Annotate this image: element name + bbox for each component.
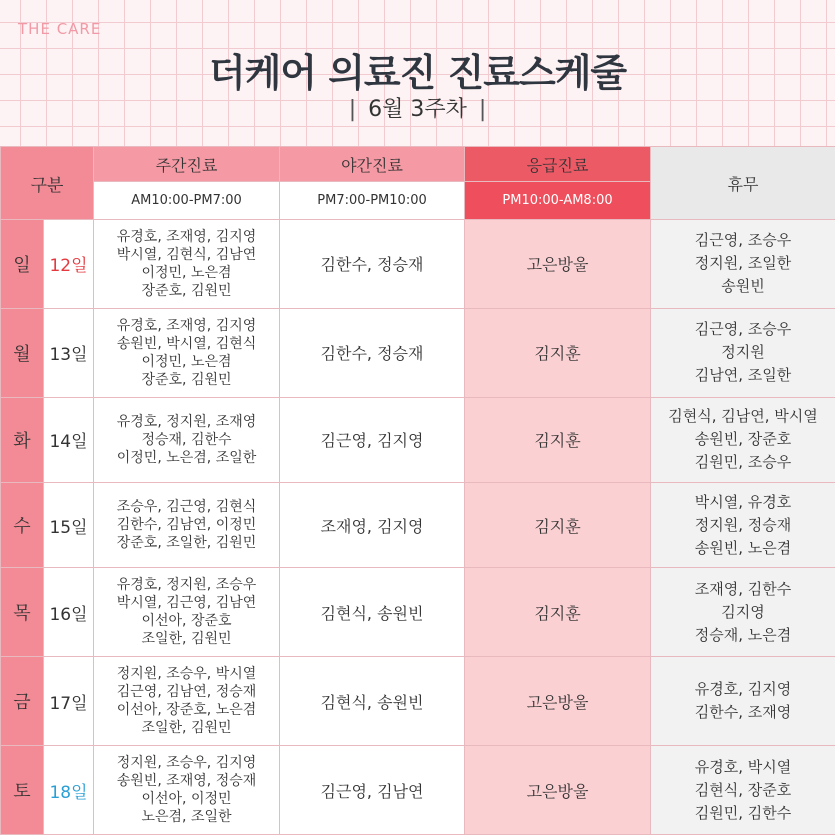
weekday-cell: 목: [1, 568, 44, 657]
day-shift-line: 조승우, 김근영, 김현식: [116, 499, 257, 516]
day-shift-line: 정지원, 조승우, 박시열: [116, 666, 257, 683]
night-shift-cell: 김한수, 정승재: [280, 220, 465, 309]
weekday-cell: 토: [1, 746, 44, 835]
off-cell: [651, 397, 835, 482]
day-shift-line: 김한수, 김남연, 이정민: [116, 517, 257, 534]
day-shift-line: 이선아, 장준호: [141, 613, 232, 630]
day-shift-line: 정지원, 조승우, 김지영: [116, 755, 257, 772]
day-shift-line: 유경호, 조재영, 김지영: [116, 317, 257, 334]
emergency-cell: 김지훈: [465, 397, 651, 482]
day-shift-line: 유경호, 조재영, 김지영: [116, 228, 257, 245]
off-line: 김원민, 김한수: [694, 803, 792, 822]
header-off: 휴무: [651, 147, 835, 220]
schedule-rows: [1, 220, 835, 835]
off-cell: [651, 746, 835, 835]
emergency-cell: 고은방울: [465, 657, 651, 746]
day-shift-line: 장준호, 김원민: [141, 282, 232, 299]
date-cell: 18일: [44, 746, 94, 835]
emergency-cell: 김지훈: [465, 483, 651, 568]
day-shift-line: 송원빈, 박시열, 김현식: [116, 335, 257, 352]
off-line: 송원빈: [721, 277, 765, 296]
weekday-cell: 월: [1, 308, 44, 397]
weekday-cell: 수: [1, 483, 44, 568]
weekday-cell: 금: [1, 657, 44, 746]
schedule-row: [1, 746, 835, 835]
day-shift-cell: [94, 568, 280, 657]
date-cell: 12일: [44, 220, 94, 309]
emergency-cell: 고은방울: [465, 746, 651, 835]
off-line: 조재영, 김한수: [694, 579, 792, 598]
day-shift-cell: [94, 397, 280, 482]
day-shift-line: 이정민, 노은겸: [141, 264, 232, 281]
date-cell: 14일: [44, 397, 94, 482]
day-shift-line: 박시열, 김근영, 김남연: [116, 595, 257, 612]
header-day-time: AM10:00-PM7:00: [94, 182, 280, 220]
night-shift-cell: 김현식, 송원빈: [280, 657, 465, 746]
off-line: 유경호, 김지영: [694, 680, 792, 699]
weekday-cell: 화: [1, 397, 44, 482]
week-label: | 6월 3주차 |: [348, 97, 487, 122]
day-shift-cell: [94, 308, 280, 397]
schedule-table: [0, 146, 835, 835]
header-emergency-time: PM10:00-AM8:00: [465, 182, 651, 220]
off-line: 정지원, 정승재: [694, 515, 792, 534]
brand-logo-text: THE CARE: [18, 20, 102, 38]
off-line: 유경호, 박시열: [694, 757, 792, 776]
night-shift-cell: 김한수, 정승재: [280, 308, 465, 397]
date-cell: 15일: [44, 483, 94, 568]
day-shift-line: 장준호, 김원민: [141, 371, 232, 388]
day-shift-line: 유경호, 정지원, 조승우: [116, 577, 257, 594]
night-shift-cell: 김근영, 김남연: [280, 746, 465, 835]
date-cell: 17일: [44, 657, 94, 746]
day-shift-line: 이선아, 장준호, 노은겸: [116, 702, 257, 719]
header-day-shift: 주간진료: [94, 147, 280, 182]
off-cell: [651, 657, 835, 746]
off-cell: [651, 483, 835, 568]
off-line: 김한수, 조재영: [694, 703, 792, 722]
schedule-row: [1, 397, 835, 482]
off-cell: [651, 308, 835, 397]
off-line: 정승재, 노은겸: [694, 625, 792, 644]
schedule-row: [1, 657, 835, 746]
day-shift-cell: [94, 483, 280, 568]
off-line: 정지원: [721, 343, 765, 362]
day-shift-cell: [94, 746, 280, 835]
date-cell: 16일: [44, 568, 94, 657]
header-gubun: 구분: [1, 147, 94, 220]
off-line: 송원빈, 장준호: [694, 430, 792, 449]
day-shift-line: 송원빈, 조재영, 정승재: [116, 773, 257, 790]
day-shift-line: 노은겸, 조일한: [141, 809, 232, 826]
off-line: 정지원, 조일한: [694, 254, 792, 273]
weekday-cell: 일: [1, 220, 44, 309]
page-title: 더케어 의료진 진료스케줄: [208, 51, 627, 95]
week-text: 6월 3주차: [368, 97, 467, 122]
schedule-row: [1, 483, 835, 568]
off-line: 박시열, 유경호: [694, 492, 792, 511]
day-shift-line: 이정민, 노은겸: [141, 353, 232, 370]
day-shift-cell: [94, 220, 280, 309]
night-shift-cell: 김현식, 송원빈: [280, 568, 465, 657]
off-line: 송원빈, 노은겸: [694, 538, 792, 557]
off-line: 김남연, 조일한: [694, 366, 792, 385]
day-shift-line: 이정민, 노은겸, 조일한: [116, 449, 257, 466]
header-emergency: 응급진료: [465, 147, 651, 182]
schedule-row: [1, 568, 835, 657]
emergency-cell: 고은방울: [465, 220, 651, 309]
day-shift-line: 조일한, 김원민: [141, 720, 232, 737]
off-line: 김근영, 조승우: [694, 231, 792, 250]
off-cell: [651, 220, 835, 309]
day-shift-line: 박시열, 김현식, 김남연: [116, 246, 257, 263]
day-shift-line: 김근영, 김남연, 정승재: [116, 684, 257, 701]
night-shift-cell: 김근영, 김지영: [280, 397, 465, 482]
off-cell: [651, 568, 835, 657]
schedule-row: [1, 308, 835, 397]
day-shift-cell: [94, 657, 280, 746]
date-cell: 13일: [44, 308, 94, 397]
day-shift-line: 정승재, 김한수: [141, 431, 232, 448]
emergency-cell: 김지훈: [465, 308, 651, 397]
header-night-shift: 야간진료: [280, 147, 465, 182]
day-shift-line: 장준호, 조일한, 김원민: [116, 535, 257, 552]
day-shift-line: 이선아, 이정민: [141, 791, 232, 808]
day-shift-line: 유경호, 정지원, 조재영: [116, 413, 257, 430]
off-line: 김현식, 김남연, 박시열: [668, 407, 818, 426]
off-line: 김근영, 조승우: [694, 320, 792, 339]
night-shift-cell: 조재영, 김지영: [280, 483, 465, 568]
emergency-cell: 김지훈: [465, 568, 651, 657]
off-line: 김원민, 조승우: [694, 453, 792, 472]
schedule-row: [1, 220, 835, 309]
off-line: 김현식, 장준호: [694, 780, 792, 799]
day-shift-line: 조일한, 김원민: [141, 631, 232, 648]
off-line: 김지영: [721, 602, 765, 621]
header-night-time: PM7:00-PM10:00: [280, 182, 465, 220]
